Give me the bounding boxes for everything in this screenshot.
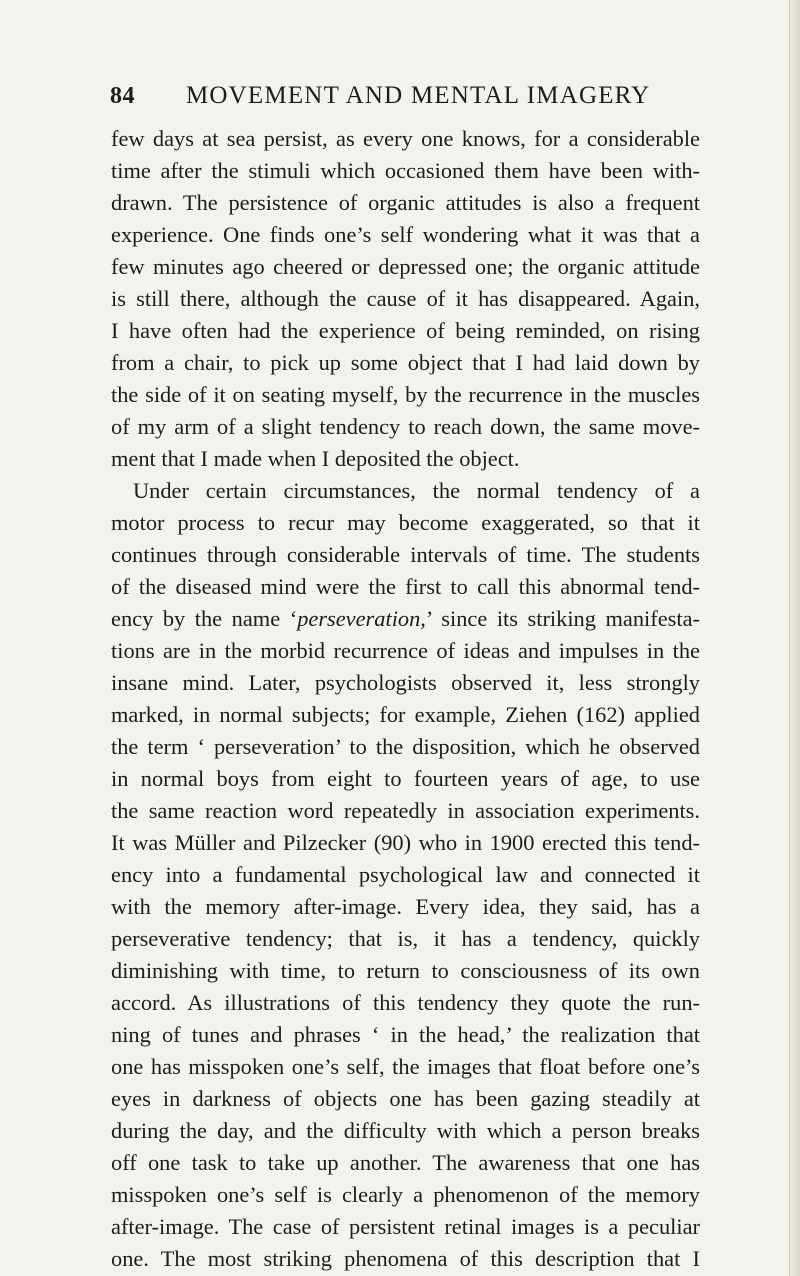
text-line: after-image. The case of persistent retinal images is a peculiar xyxy=(111,1214,700,1239)
text-line: is still there, although the cause of it has disappeared. Again, xyxy=(111,286,700,311)
text-line: diminishing with time, to return to consciousness of its own xyxy=(111,958,700,983)
text-line: the side of it on seating myself, by the recurrence in the muscles xyxy=(111,382,700,407)
text-line: tions are in the morbid recurrence of ideas and impulses in the xyxy=(111,638,700,663)
text-line: I have often had the experience of being reminded, on rising xyxy=(111,318,700,343)
running-title: MOVEMENT AND MENTAL IMAGERY xyxy=(186,82,651,109)
text-line: ency into a fundamental psychological law and connected it xyxy=(111,862,700,887)
page-edge-line xyxy=(789,0,790,1276)
text-line: off one task to take up another. The awareness that one has xyxy=(111,1150,700,1175)
text-line: perseverative tendency; that is, it has a tendency, quickly xyxy=(111,926,700,951)
body-text xyxy=(111,123,700,1275)
text-line-with-emphasis xyxy=(111,603,700,635)
text-line: the term ‘ perseveration’ to the disposition, which he observed xyxy=(111,734,700,759)
paragraph-start-line: Under certain circumstances, the normal tendency of a xyxy=(133,478,700,503)
text-line: of the diseased mind were the first to call this abnormal tend- xyxy=(111,574,700,599)
text-line: marked, in normal subjects; for example, Ziehen (162) applied xyxy=(111,702,700,727)
text-line: with the memory after-image. Every idea, they said, has a xyxy=(111,894,700,919)
text-line: in normal boys from eight to fourteen years of age, to use xyxy=(111,766,700,791)
text-line: experience. One finds one’s self wondering what it was that a xyxy=(111,222,700,247)
text-line: of my arm of a slight tendency to reach down, the same move- xyxy=(111,414,700,439)
text-line: drawn. The persistence of organic attitudes is also a frequent xyxy=(111,190,700,215)
paragraph-end-line: ment that I made when I deposited the object. xyxy=(111,446,520,471)
page-number: 84 xyxy=(110,83,135,109)
text-line: It was Müller and Pilzecker (90) who in 1900 erected this tend- xyxy=(111,830,700,855)
text-line: few minutes ago cheered or depressed one; the organic attitude xyxy=(111,254,700,279)
line-segment: ’ since its striking manifesta- xyxy=(425,606,700,631)
line-segment: ency by the name xyxy=(111,606,290,631)
text-line: during the day, and the difficulty with which a person breaks xyxy=(111,1118,700,1143)
open-quote: ‘ xyxy=(289,606,298,631)
running-head xyxy=(110,78,650,114)
text-line: one has misspoken one’s self, the images that float before one’s xyxy=(111,1054,700,1079)
text-line: misspoken one’s self is clearly a phenomenon of the memory xyxy=(111,1182,700,1207)
emphasized-term: perseveration, xyxy=(297,606,426,631)
text-line: eyes in darkness of objects one has been gazing steadily at xyxy=(111,1086,700,1111)
text-line: few days at sea persist, as every one knows, for a considerable xyxy=(111,126,700,151)
text-line: motor process to recur may become exaggerated, so that it xyxy=(111,510,700,535)
text-line: insane mind. Later, psychologists observed it, less strongly xyxy=(111,670,700,695)
text-line: accord. As illustrations of this tendency they quote the run- xyxy=(111,990,700,1015)
text-line: time after the stimuli which occasioned them have been with- xyxy=(111,158,700,183)
text-line: ning of tunes and phrases ‘ in the head,’ the realization that xyxy=(111,1022,700,1047)
text-line: from a chair, to pick up some object that I had laid down by xyxy=(111,350,700,375)
text-line: the same reaction word repeatedly in association experiments. xyxy=(111,798,700,823)
text-line: one. The most striking phenomena of this description that I xyxy=(111,1246,700,1271)
text-line: continues through considerable intervals of time. The students xyxy=(111,542,700,567)
